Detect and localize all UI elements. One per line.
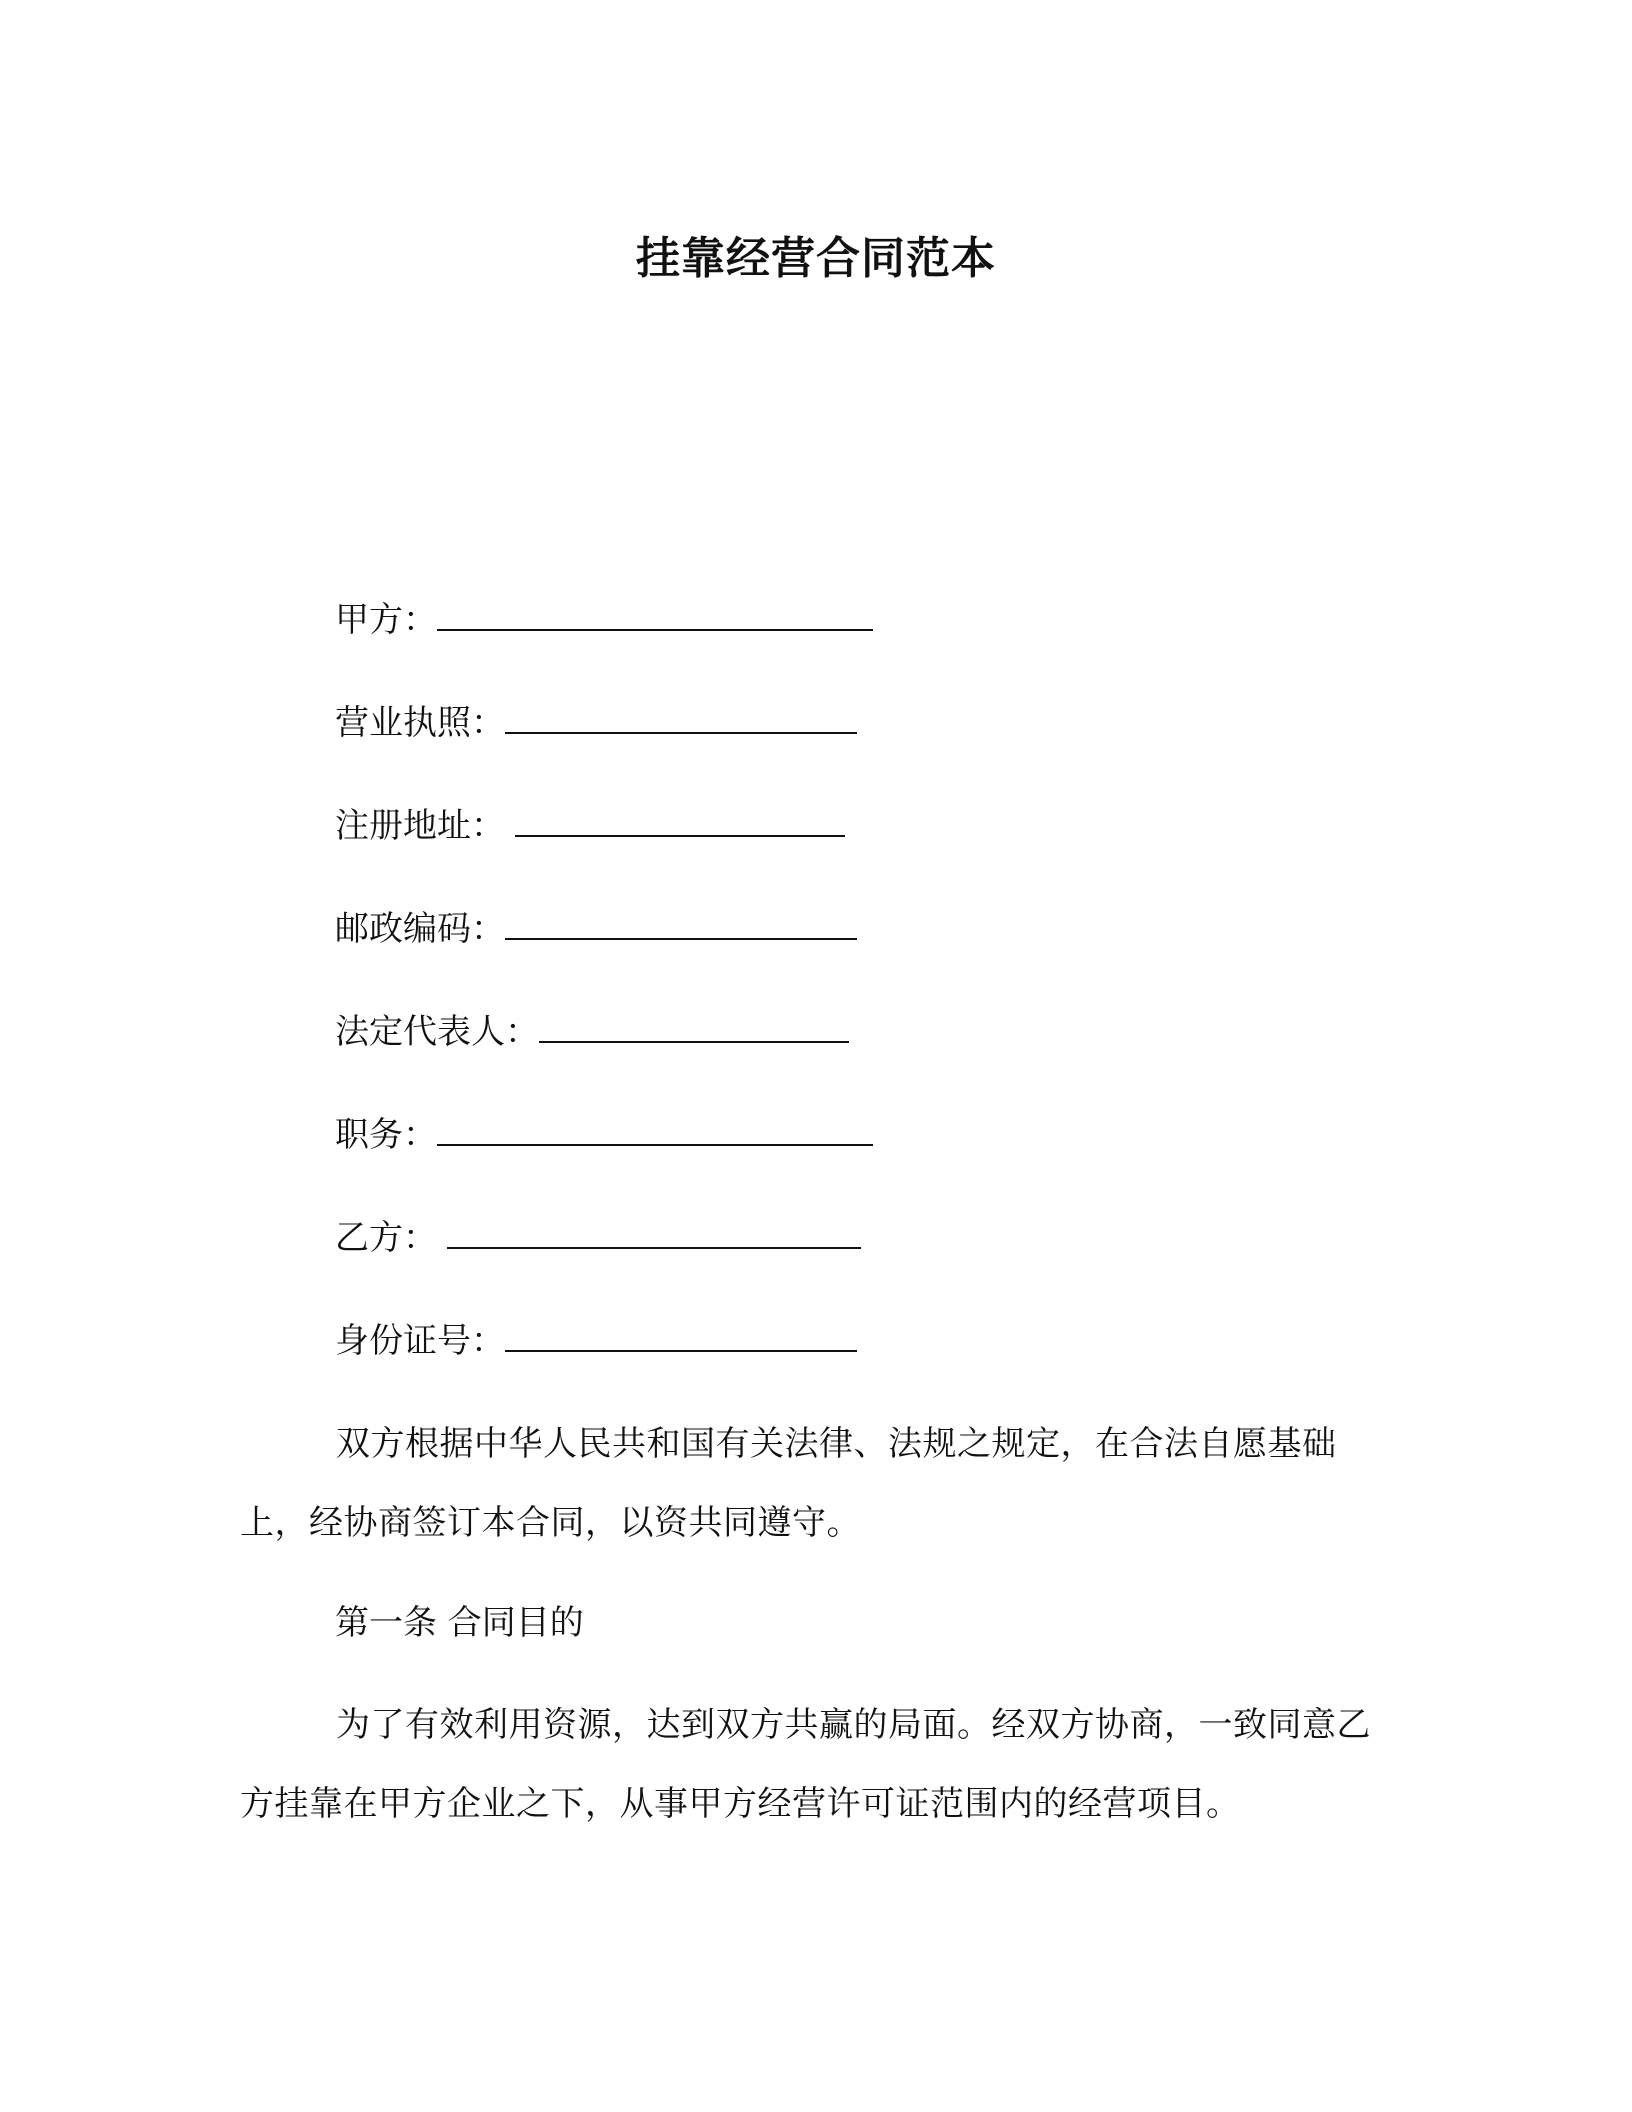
position-blank[interactable] [437,1110,873,1146]
legal-representative-field [335,1007,849,1057]
registered-address-label: 注册地址： [335,806,505,846]
postal-code-label: 邮政编码： [335,909,505,949]
preamble-paragraph: 双方根据中华人民共和国有关法律、法规之规定，在合法自愿基础上，经协商签订本合同，以资共同遵守。 [240,1424,1337,1543]
business-license-blank[interactable] [505,698,857,734]
registered-address-blank[interactable] [515,801,845,837]
party-b-label: 乙方： [335,1218,437,1258]
article-1-body: 为了有效利用资源，达到双方共赢的局面。经双方协商，一致同意乙方挂靠在甲方企业之下，从事甲方经营许可证范围内的经营项目。 [240,1705,1371,1824]
party-a-blank[interactable] [437,595,873,631]
legal-representative-blank[interactable] [539,1007,849,1043]
party-a-field [335,595,873,645]
id-number-field [335,1316,857,1366]
legal-representative-label: 法定代表人： [335,1012,539,1052]
position-label: 职务： [335,1115,437,1155]
business-license-field [335,698,857,748]
party-b-blank[interactable] [447,1213,861,1249]
postal-code-field [335,904,857,954]
id-number-label: 身份证号： [335,1321,505,1361]
id-number-blank[interactable] [505,1316,857,1352]
position-field [335,1110,873,1160]
document-title: 挂靠经营合同范本 [636,233,996,284]
party-b-field [335,1213,861,1263]
party-a-label: 甲方： [335,600,437,640]
article-1-heading: 第一条 合同目的 [335,1603,584,1643]
registered-address-field [335,801,845,851]
business-license-label: 营业执照： [335,703,505,743]
postal-code-blank[interactable] [505,904,857,940]
